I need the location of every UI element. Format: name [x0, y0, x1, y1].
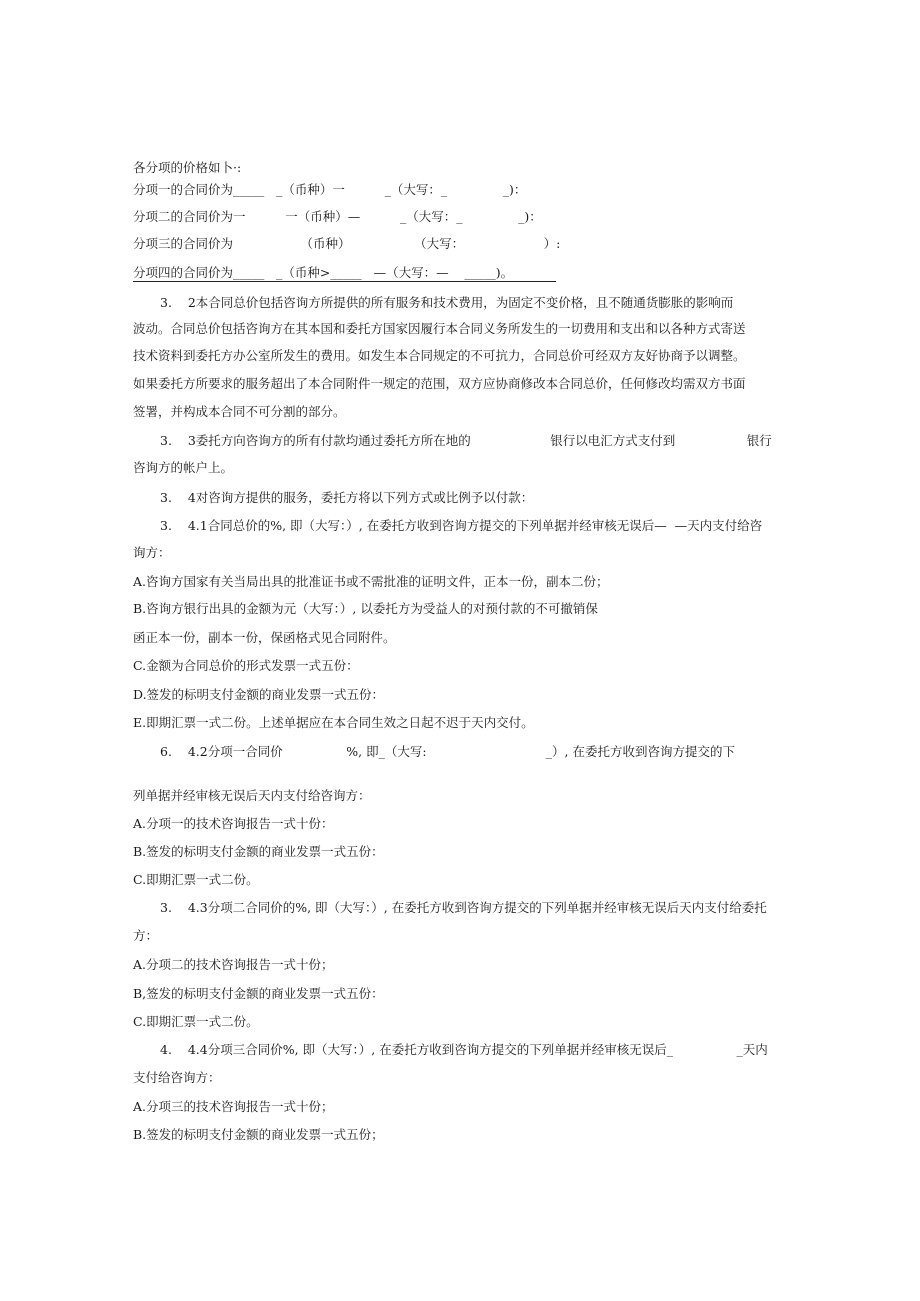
item-b-line1: B.咨询方银行出具的金额为元（大写：）, 以委托方为受益人的对预付款的不可撤销保 [133, 601, 598, 616]
clause-3-4-1-line1: 3. 4.1合同总价的%, 即（大写：）, 在委托方收到咨询方提交的下列单据并经审核无误后— —天内支付给咨 [160, 518, 763, 533]
clause-4-3-line1: 3. 4.3分项二合同价的%, 即（大写：）, 在委托方收到咨询方提交的下列单据并经审核无误后天内支付给委托 [160, 900, 767, 915]
clause-3-2-line2: 波动。合同总价包括咨询方在其本国和委托方国家因履行本合同义务所发生的一切费用和支出和以各种方式寄送 [133, 321, 746, 336]
clause-3-3-line1: 3. 3委托方向咨询方的所有付款均通过委托方所在地的 银行以电汇方式支付到 银行 [160, 433, 772, 448]
clause-3-4-1-line2: 询方： [133, 545, 171, 560]
price-intro: 各分项的价格如卜·: [133, 160, 242, 175]
clause-4-4-line2: 支付给咨询方： [133, 1070, 221, 1085]
item2-price-line: 分项二的合同价为一 一（币种）— _（大写：_ _)： [133, 209, 542, 224]
item-e: E.即期汇票一式二份。上述单据应在本合同生效之日起不迟于天内交付。 [133, 715, 534, 730]
clause-3-4: 3. 4对咨询方提供的服务，委托方将以下列方式或比例予以付款： [160, 490, 534, 505]
item-d: D.签发的标明支付金额的商业发票一式五份： [133, 687, 385, 702]
item2-invoice: B,签发的标明支付金额的商业发票一式五份： [133, 986, 384, 1001]
clause-3-2-line3: 技术资料到委托方办公室所发生的费用。如发生本合同规定的不可抗力，合同总价可经双方友好协商予以调整。 [133, 348, 746, 363]
item2-report: A.分项二的技术咨询报告一式十份； [133, 957, 334, 972]
item1-draft: C.即期汇票一式二份。 [133, 872, 259, 887]
clause-3-2-line5: 签署，并构成本合同不可分割的部分。 [133, 404, 346, 419]
clause-3-3-line2: 咨询方的帐户上。 [133, 460, 234, 475]
clause-4-3-line2: 方： [133, 928, 159, 943]
item4-price-line: 分项四的合同价为_____ _（币种>_____ —（大写：— _____)。 [133, 265, 514, 280]
clause-4-2-line1: 6. 4.2分项一合同价 %, 即_（大写: _）, 在委托方收到咨询方提交的下 [160, 744, 735, 759]
item-a: A.咨询方国家有关当局出具的批准证书或不需批准的证明文件，正本一份，副本二份； [133, 574, 609, 589]
item1-report: A.分项一的技术咨询报告一式十份： [133, 816, 334, 831]
clause-4-2-line2: 列单据并经审核无误后天内支付给咨询方： [133, 788, 371, 803]
underline-rule [133, 281, 556, 282]
item3-price-line: 分项三的合同价为 （币种） （大写： ）: [133, 236, 561, 251]
clause-3-2-line1: 3. 2本合同总价包括咨询方所提供的所有服务和技术费用，为固定不变价格，且不随通货膨胀的影响而 [160, 295, 734, 310]
item1-invoice: B.签发的标明支付金额的商业发票一式五份： [133, 844, 384, 859]
item2-draft: C.即期汇票一式二份。 [133, 1014, 259, 1029]
item1-price-line: 分项一的合同价为_____ _（币种）一 _（大写：_ _)： [133, 182, 527, 197]
item-c: C.金额为合同总价的形式发票一式五份： [133, 658, 359, 673]
clause-3-2-line4: 如果委托方所要求的服务超出了本合同附件一规定的范围，双方应协商修改本合同总价，任何修改均需双方书面 [133, 376, 746, 391]
item3-report: A.分项三的技术咨询报告一式十份； [133, 1099, 334, 1114]
clause-4-4-line1: 4. 4.4分项三合同价%, 即（大写：）, 在委托方收到咨询方提交的下列单据并经审核无误后_ _天内 [160, 1042, 768, 1057]
item-b-line2: 函正本一份，副本一份，保函格式见合同附件。 [133, 630, 396, 645]
item3-invoice: B.签发的标明支付金额的商业发票一式五份； [133, 1127, 384, 1142]
